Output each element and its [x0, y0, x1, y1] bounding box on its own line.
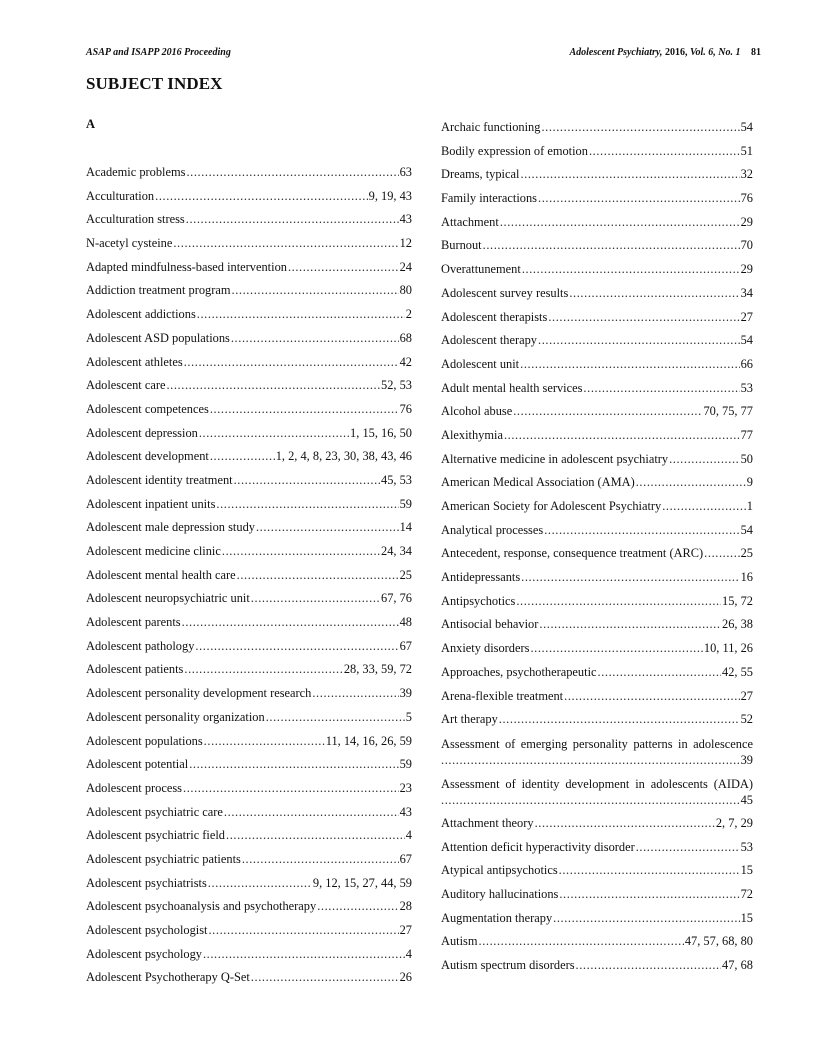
index-entry	[86, 943, 412, 967]
index-term: Alternative medicine in adolescent psychiatry	[441, 451, 669, 466]
index-term: Adolescent psychologist	[86, 923, 208, 937]
index-entry	[86, 635, 412, 659]
index-entry	[86, 351, 412, 375]
dot-leader	[199, 422, 349, 446]
dot-leader	[210, 445, 275, 469]
page-references: 15, 72	[722, 593, 753, 608]
index-term: Adolescent unit	[441, 356, 520, 371]
page-references: 76	[740, 191, 753, 206]
index-term: Overattunement	[441, 262, 521, 277]
page-references: 67	[399, 638, 412, 653]
index-entry	[86, 611, 412, 635]
page-references: 45, 53	[381, 472, 412, 487]
index-term: Adolescent patients	[86, 662, 184, 677]
dot-leader	[636, 836, 740, 860]
page-references: 29	[740, 214, 753, 229]
index-entry	[441, 282, 753, 306]
index-term: Adolescent Psychotherapy Q-Set	[86, 970, 250, 985]
page-references: 77	[740, 427, 753, 442]
dot-leader	[441, 792, 740, 808]
index-entry	[441, 732, 753, 772]
page-references: 1, 15, 16, 50	[350, 425, 412, 440]
dot-leader	[520, 163, 739, 187]
page-references: 68	[399, 330, 412, 345]
index-entry	[86, 374, 412, 398]
page-references: 42	[399, 354, 412, 369]
index-term: Adult mental health services	[441, 380, 583, 395]
index-term: Adolescent care	[86, 378, 166, 393]
index-term: Adolescent male depression study	[86, 520, 255, 535]
index-entry	[86, 256, 412, 280]
index-term: Autism	[441, 934, 478, 949]
index-entry	[86, 398, 412, 422]
page-references: 16	[740, 570, 753, 585]
index-entry	[441, 661, 753, 685]
index-entry	[441, 859, 753, 883]
index-term: Augmentation therapy	[441, 910, 553, 925]
dot-leader	[479, 930, 684, 954]
page-references: 4	[405, 828, 412, 843]
page-references: 29	[740, 262, 753, 277]
page-references: 48	[399, 615, 412, 630]
page-references: 28, 33, 59, 72	[343, 662, 412, 677]
index-entry	[86, 753, 412, 777]
page-references: 27	[399, 923, 412, 937]
index-term: Arena-flexible treatment	[441, 688, 564, 703]
dot-leader	[186, 208, 399, 232]
index-column-left	[86, 161, 412, 990]
page-references: 24, 34	[381, 544, 412, 558]
page-references: 25	[740, 546, 753, 561]
dot-leader	[544, 519, 739, 543]
dot-leader	[500, 211, 740, 235]
page-references: 28	[399, 899, 412, 914]
dot-leader	[499, 708, 740, 732]
index-entry	[86, 422, 412, 446]
dot-leader	[216, 493, 398, 517]
index-term: Adolescent process	[86, 780, 182, 795]
index-entry	[86, 327, 412, 351]
index-term: Antidepressants	[441, 570, 521, 585]
dot-leader	[441, 752, 740, 768]
dot-leader	[538, 329, 740, 353]
index-term: Dreams, typical	[441, 167, 520, 182]
dot-leader	[226, 824, 405, 848]
index-entry	[441, 590, 753, 614]
page-references: 52	[740, 712, 753, 727]
index-term: Acculturation stress	[86, 212, 185, 227]
page-references: 67	[399, 851, 412, 866]
page-references: 70	[740, 238, 753, 253]
index-entry	[86, 824, 412, 848]
index-term: Adolescent personality development research	[86, 686, 312, 701]
index-term: Adolescent therapy	[441, 333, 537, 348]
page-references: 39	[740, 752, 753, 767]
page-references: 27	[740, 309, 753, 324]
dot-leader	[256, 516, 399, 540]
dot-leader	[155, 185, 368, 209]
index-entry	[86, 966, 412, 990]
index-term: Adolescent ASD populations	[86, 330, 230, 345]
index-term: Adolescent personality organization	[86, 709, 265, 724]
page-references: 2	[405, 307, 412, 322]
index-term: Adolescent athletes	[86, 354, 183, 369]
index-term: Anxiety disorders	[441, 641, 530, 656]
dot-leader	[541, 116, 739, 140]
page-references: 11, 14, 16, 26, 59	[325, 733, 412, 748]
index-term: Antecedent, response, consequence treatment (ARC)	[441, 546, 704, 561]
index-term: Alexithymia	[441, 427, 503, 442]
dot-leader	[704, 542, 739, 566]
dot-leader	[513, 400, 702, 424]
section-letter: A	[86, 117, 96, 131]
page-references: 1	[746, 499, 753, 513]
page-references: 23	[399, 780, 412, 795]
index-term: Approaches, psychotherapeutic	[441, 664, 597, 679]
index-entry	[441, 883, 753, 907]
index-entry	[441, 211, 753, 235]
dot-leader	[553, 907, 739, 931]
page-references: 51	[740, 143, 753, 158]
dot-leader	[237, 564, 399, 588]
index-term: Adolescent psychiatric field	[86, 828, 226, 843]
page-references: 54	[740, 120, 753, 134]
index-term: Family interactions	[441, 191, 538, 206]
dot-leader	[222, 540, 380, 564]
index-term: Auditory hallucinations	[441, 886, 559, 901]
index-term: Adolescent psychiatrists	[86, 875, 207, 890]
page-references: 26, 38	[722, 617, 753, 632]
index-term: Adolescent addictions	[86, 307, 196, 322]
wrapped-leader-line	[441, 752, 753, 768]
page-references: 32	[740, 167, 753, 182]
index-entry	[441, 772, 753, 812]
dot-leader	[548, 306, 739, 330]
page-references: 52, 53	[381, 378, 412, 393]
dot-leader	[312, 682, 398, 706]
index-entry	[86, 801, 412, 825]
index-entry	[441, 329, 753, 353]
dot-leader	[589, 140, 740, 164]
dot-leader	[539, 613, 721, 637]
dot-leader	[184, 351, 399, 375]
dot-leader	[530, 637, 702, 661]
index-term: Attachment	[441, 214, 499, 229]
index-entry	[86, 730, 412, 754]
index-entry	[441, 377, 753, 401]
page-references: 76	[399, 401, 412, 416]
dot-leader	[636, 471, 746, 495]
index-column-right	[441, 116, 753, 978]
index-entry	[441, 613, 753, 637]
index-entry	[441, 448, 753, 472]
index-entry	[441, 708, 753, 732]
index-term: Assessment of emerging personality patterns in adolescence	[441, 736, 753, 751]
index-term: Attention deficit hyperactivity disorder	[441, 839, 635, 854]
page-references: 10, 11, 26	[703, 641, 753, 656]
index-entry	[86, 658, 412, 682]
index-entry	[441, 424, 753, 448]
dot-leader	[669, 448, 740, 472]
dot-leader	[583, 377, 739, 401]
index-entry	[441, 907, 753, 931]
journal-name: Adolescent Psychiatry,	[569, 47, 663, 58]
index-term: Archaic functioning	[441, 120, 541, 134]
page-references: 59	[399, 496, 412, 511]
index-entry	[441, 353, 753, 377]
dot-leader	[598, 661, 722, 685]
dot-leader	[242, 848, 399, 872]
dot-leader	[224, 801, 399, 825]
dot-leader	[521, 566, 739, 590]
dot-leader	[203, 943, 405, 967]
dot-leader	[266, 706, 405, 730]
index-entry	[86, 872, 412, 896]
dot-leader	[317, 895, 398, 919]
index-entry	[86, 469, 412, 493]
page-references: 66	[740, 356, 753, 371]
page-references: 42, 55	[722, 664, 753, 679]
dot-leader	[559, 859, 740, 883]
page-references: 54	[740, 522, 753, 537]
page-references: 9, 19, 43	[368, 188, 412, 203]
index-entry	[86, 161, 412, 185]
page-references: 27	[740, 688, 753, 703]
index-entry	[441, 234, 753, 258]
page-references: 39	[399, 686, 412, 701]
page-references: 67, 76	[381, 591, 412, 606]
wrapped-leader-line	[441, 792, 753, 808]
page-references: 26	[399, 970, 412, 985]
index-term: Autism spectrum disorders	[441, 958, 575, 972]
index-term: Burnout	[441, 238, 482, 253]
index-term: Adolescent medicine clinic	[86, 544, 221, 558]
index-term: American Society for Adolescent Psychiatry	[441, 499, 662, 513]
index-term: Adapted mindfulness-based intervention	[86, 259, 287, 274]
page-title: SUBJECT INDEX	[86, 74, 223, 93]
index-entry	[441, 930, 753, 954]
index-entry	[441, 685, 753, 709]
page-references: 43	[399, 804, 412, 819]
index-term: Acculturation	[86, 188, 155, 203]
page-references: 53	[740, 380, 753, 395]
page-references: 59	[399, 757, 412, 772]
index-term: Art therapy	[441, 712, 498, 727]
dot-leader	[516, 590, 721, 614]
index-term: Antisocial behavior	[441, 617, 539, 632]
index-term: Adolescent pathology	[86, 638, 195, 653]
index-term: Bodily expression of emotion	[441, 143, 588, 158]
dot-leader	[538, 187, 740, 211]
index-entry	[86, 848, 412, 872]
index-entry	[441, 258, 753, 282]
dot-leader	[559, 883, 739, 907]
index-term: Adolescent identity treatment	[86, 472, 233, 487]
index-term: Adolescent potential	[86, 757, 189, 772]
index-entry	[86, 493, 412, 517]
index-term: Adolescent competences	[86, 401, 209, 416]
page-references: 54	[740, 333, 753, 348]
page-references: 4	[405, 946, 412, 961]
index-entry	[441, 812, 753, 836]
index-entry	[86, 895, 412, 919]
page-references: 5	[405, 709, 412, 724]
index-entry	[441, 836, 753, 860]
index-term: American Medical Association (AMA)	[441, 475, 635, 490]
index-entry	[86, 445, 412, 469]
dot-leader	[483, 234, 740, 258]
dot-leader	[208, 919, 398, 943]
dot-leader	[166, 374, 380, 398]
index-term: Alcohol abuse	[441, 404, 513, 419]
index-term: Analytical processes	[441, 522, 544, 537]
dot-leader	[569, 282, 739, 306]
dot-leader	[662, 495, 746, 519]
page-references: 15	[740, 863, 753, 878]
running-head	[86, 47, 761, 63]
index-term: Adolescent psychiatric care	[86, 804, 223, 819]
index-term: Antipsychotics	[441, 593, 516, 608]
index-entry	[86, 919, 412, 943]
index-term: Adolescent inpatient units	[86, 496, 216, 511]
index-entry	[441, 116, 753, 140]
index-entry	[441, 542, 753, 566]
index-entry	[86, 279, 412, 303]
page-references: 34	[740, 285, 753, 300]
page-references: 47, 57, 68, 80	[684, 934, 753, 949]
page-references: 70, 75, 77	[703, 404, 753, 419]
dot-leader	[576, 954, 721, 978]
index-entry	[441, 187, 753, 211]
dot-leader	[251, 966, 399, 990]
page-references: 53	[740, 839, 753, 854]
dot-leader	[520, 353, 739, 377]
index-term: Assessment of identity development in adolescents (AIDA)	[441, 776, 753, 791]
index-entry	[441, 163, 753, 187]
dot-leader	[522, 258, 740, 282]
index-entry	[441, 637, 753, 661]
page-references: 15	[740, 910, 753, 925]
index-term: Adolescent psychology	[86, 946, 202, 961]
page-references: 45	[740, 792, 753, 807]
index-term: Academic problems	[86, 165, 186, 179]
dot-leader	[189, 753, 398, 777]
dot-leader	[197, 303, 405, 327]
index-term: N-acetyl cysteine	[86, 236, 173, 251]
index-term: Adolescent neuropsychiatric unit	[86, 591, 250, 606]
index-entry	[86, 208, 412, 232]
index-term: Atypical antipsychotics	[441, 863, 558, 878]
index-entry	[441, 954, 753, 978]
index-term: Addiction treatment program	[86, 283, 231, 298]
index-term: Adolescent psychoanalysis and psychotherapy	[86, 899, 317, 914]
index-term: Attachment theory	[441, 815, 534, 830]
page-references: 9, 12, 15, 27, 44, 59	[312, 875, 412, 890]
page-references: 14	[399, 520, 412, 535]
dot-leader	[564, 685, 739, 709]
dot-leader	[183, 777, 399, 801]
index-entry	[86, 540, 412, 564]
dot-leader	[210, 398, 399, 422]
dot-leader	[182, 611, 399, 635]
dot-leader	[231, 327, 399, 351]
index-term: Adolescent development	[86, 449, 209, 464]
page-references: 24	[399, 259, 412, 274]
dot-leader	[204, 730, 325, 754]
index-term: Adolescent survey results	[441, 285, 569, 300]
index-entry	[86, 232, 412, 256]
page-references: 9	[746, 475, 753, 490]
index-entry	[441, 140, 753, 164]
page-references: 63	[399, 165, 412, 179]
index-entry	[441, 519, 753, 543]
index-entry	[86, 587, 412, 611]
index-term: Adolescent depression	[86, 425, 198, 440]
page-references: 1, 2, 4, 8, 23, 30, 38, 43, 46	[275, 449, 412, 464]
page-number: 81	[751, 47, 761, 58]
page-references: 2, 7, 29	[715, 815, 753, 830]
dot-leader	[208, 872, 312, 896]
page-references: 80	[399, 283, 412, 298]
index-term: Adolescent mental health care	[86, 567, 236, 582]
index-entry	[86, 564, 412, 588]
page-references: 25	[399, 567, 412, 582]
journal-year: 2016,	[664, 47, 688, 58]
index-entry	[86, 516, 412, 540]
page-references: 43	[399, 212, 412, 227]
dot-leader	[288, 256, 399, 280]
page-references: 12	[399, 236, 412, 251]
page-references: 47, 68	[722, 958, 753, 972]
dot-leader	[504, 424, 740, 448]
index-term: Adolescent parents	[86, 615, 181, 630]
index-entry	[441, 306, 753, 330]
journal-citation	[569, 47, 761, 58]
index-term: Adolescent psychiatric patients	[86, 851, 241, 866]
index-entry	[441, 471, 753, 495]
page-references: 50	[740, 451, 753, 466]
index-entry	[86, 185, 412, 209]
index-entry	[441, 495, 753, 519]
dot-leader	[173, 232, 398, 256]
dot-leader	[184, 658, 342, 682]
index-entry	[86, 682, 412, 706]
index-entry	[86, 777, 412, 801]
proceeding-title: ASAP and ISAPP 2016 Proceeding	[86, 47, 231, 58]
index-term: Adolescent populations	[86, 733, 203, 748]
journal-volume: Vol. 6, No. 1	[689, 47, 741, 58]
index-entry	[441, 566, 753, 590]
dot-leader	[232, 279, 399, 303]
index-entry	[441, 400, 753, 424]
dot-leader	[195, 635, 398, 659]
dot-leader	[251, 587, 380, 611]
index-entry	[86, 303, 412, 327]
index-term: Adolescent therapists	[441, 309, 548, 324]
dot-leader	[234, 469, 380, 493]
index-entry	[86, 706, 412, 730]
dot-leader	[186, 161, 398, 185]
page-references: 72	[740, 886, 753, 901]
dot-leader	[535, 812, 715, 836]
